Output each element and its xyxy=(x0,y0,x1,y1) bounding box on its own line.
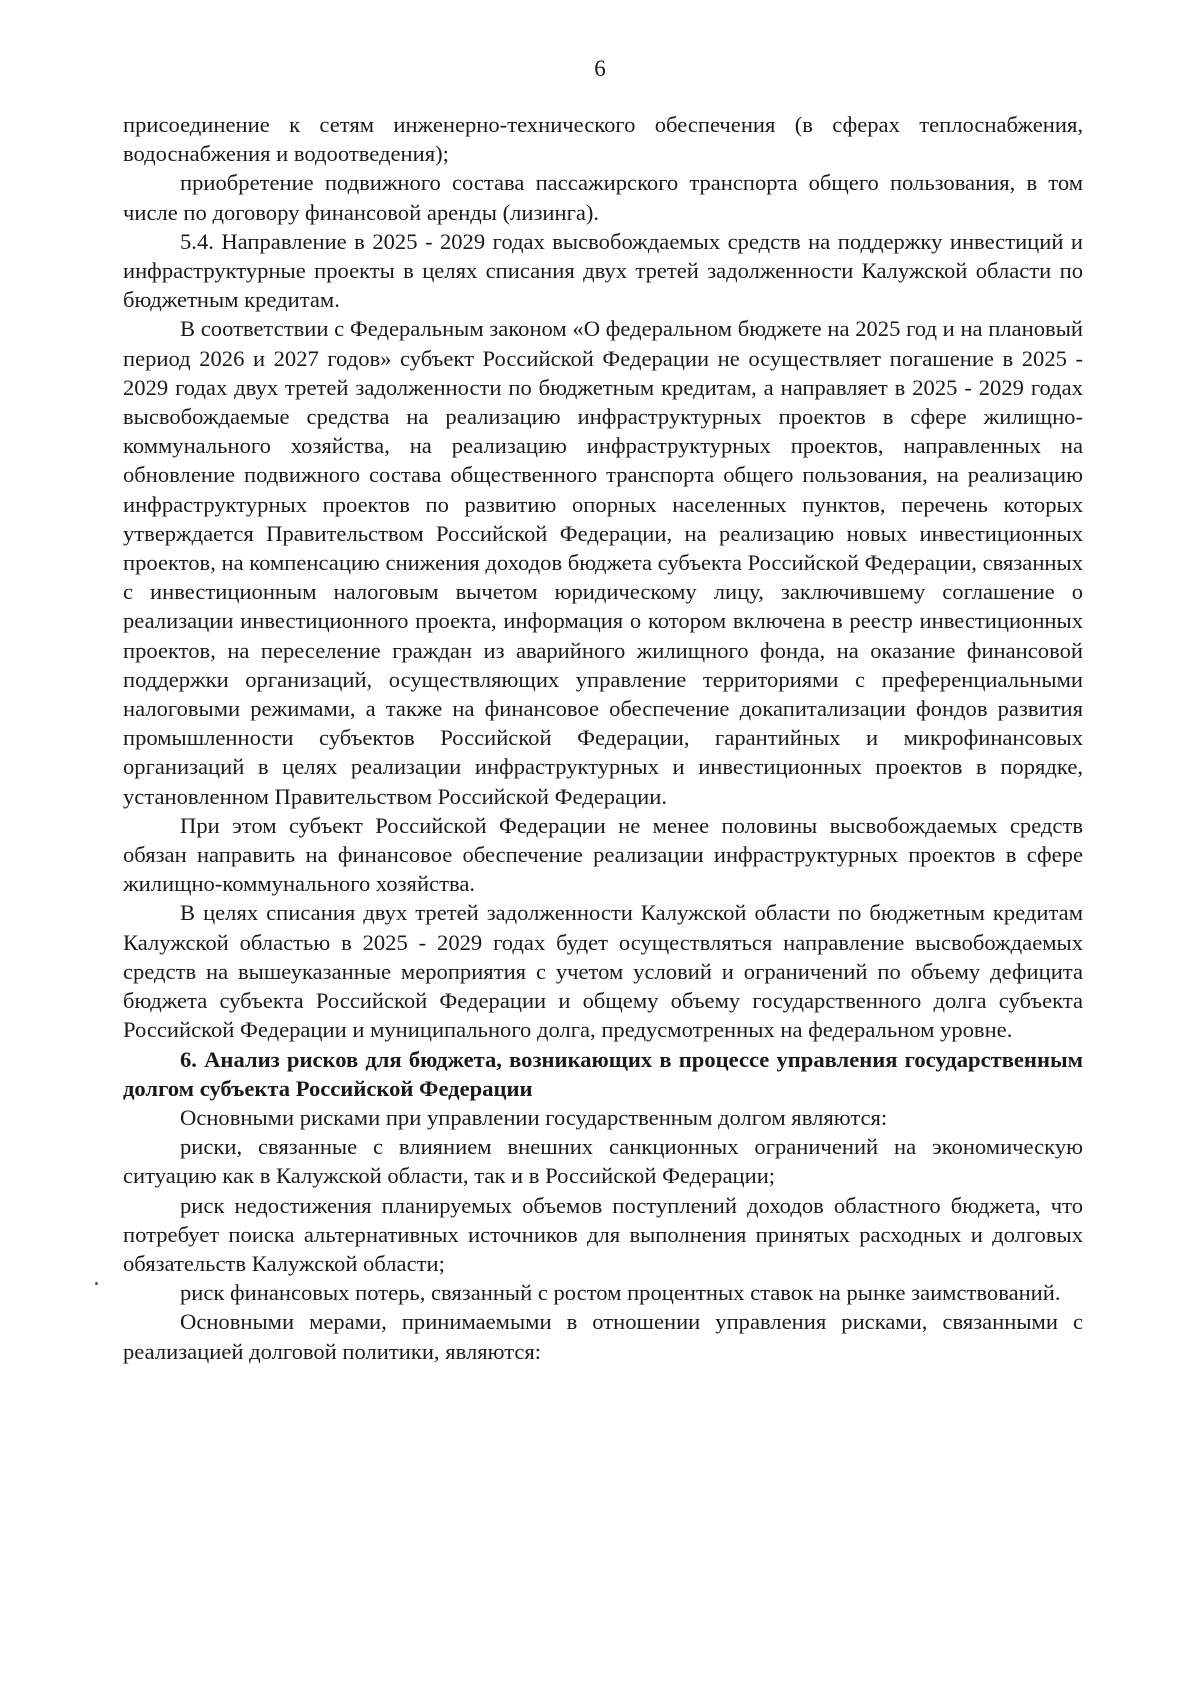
paragraph-main-risks: Основными рисками при управлении государственным долгом являются: xyxy=(180,1104,888,1130)
paragraph-half-funds: При этом субъект Российской Федерации не менее половины высвобождаемых средств обязан направить на финансовое обеспечение реализации инфраструктурных проектов в сфере жилищно-коммунального хозяйства. xyxy=(123,812,1083,897)
document-body xyxy=(123,110,1083,1366)
list-item-revenue-risk: риск недостижения планируемых объемов поступлений доходов областного бюджета, что потребует поиска альтернативных источников для выполнения принятых расходных и долговых обязательств Калужской области; xyxy=(123,1192,1083,1276)
list-item-sanctions-risk: риски, связанные с влиянием внешних санкционных ограничений на экономическую ситуацию как в Калужской области, так и в Российской Федерации; xyxy=(123,1134,1083,1189)
paragraph-debt-write-off: В целях списания двух третей задолженности Калужской области по бюджетным кредитам Калужской областью в 2025 - 2029 годах будет осуществляться направление высвобождаемых средств на вышеуказанные мероприятия с учетом условий и ограничений по объему дефицита бюджета субъекта Российской Федерации и общему объему государственного долга субъекта Российской Федерации и муниципального долга, предусмотренных на федеральном уровне. xyxy=(123,900,1083,1043)
scan-speck xyxy=(95,1282,98,1285)
section-heading-risk-analysis: 6. Анализ рисков для бюджета, возникающих в процессе управления государственным долгом субъекта Российской Федерации xyxy=(123,1046,1083,1101)
list-item-interest-rate-risk: риск финансовых потерь, связанный с ростом процентных ставок на рынке заимствований. xyxy=(180,1280,1061,1306)
page-number: 6 xyxy=(594,56,606,81)
paragraph-rolling-stock: приобретение подвижного состава пассажирского транспорта общего пользования, в том числе по договору финансовой аренды (лизинга). xyxy=(123,170,1083,225)
paragraph-federal-law: В соответствии с Федеральным законом «О федеральном бюджете на 2025 год и на плановый период 2026 и 2027 годов» субъект Российской Федерации не осуществляет погашение в 2025 - 2029 годах двух третей задолженности по бюджетным кредитам, а направляет в 2025 - 2029 годах высвобождаемые средства на реализацию инфраструктурных проектов в сфере жилищно-коммунального хозяйства, на реализацию инфраструктурных проектов, направленных на обновление подвижного состава общественного транспорта общего пользования, на реализацию инфраструктурных проектов по развитию опорных населенных пунктов, перечень которых утверждается Правительством Российской Федерации, на реализацию новых инвестиционных проектов, на компенсацию снижения доходов бюджета субъекта Российской Федерации, связанных с инвестиционным налоговым вычетом юридическому лицу, заключившему соглашение о реализации инвестиционного проекта, информация о котором включена в реестр инвестиционных проектов, на переселение граждан из аварийного жилищного фонда, на оказание финансовой поддержки организаций, осуществляющих управление территориями с преференциальными налоговыми режимами, а также на финансовое обеспечение докапитализации фондов развития промышленности субъектов Российской Федерации, гарантийных и микрофинансовых организаций в целях реализации инфраструктурных и инвестиционных проектов в порядке, установленном Правительством Российской Федерации. xyxy=(123,316,1083,809)
paragraph-risk-measures: Основными мерами, принимаемыми в отношении управления рисками, связанными с реализацией долговой политики, являются: xyxy=(123,1309,1083,1364)
paragraph-section-5-4: 5.4. Направление в 2025 - 2029 годах высвобождаемых средств на поддержку инвестиций и инфраструктурные проекты в целях списания двух третей задолженности Калужской области по бюджетным кредитам. xyxy=(123,228,1083,313)
paragraph-network-connection: присоединение к сетям инженерно-технического обеспечения (в сферах теплоснабжения, водоснабжения и водоотведения); xyxy=(123,112,1083,167)
